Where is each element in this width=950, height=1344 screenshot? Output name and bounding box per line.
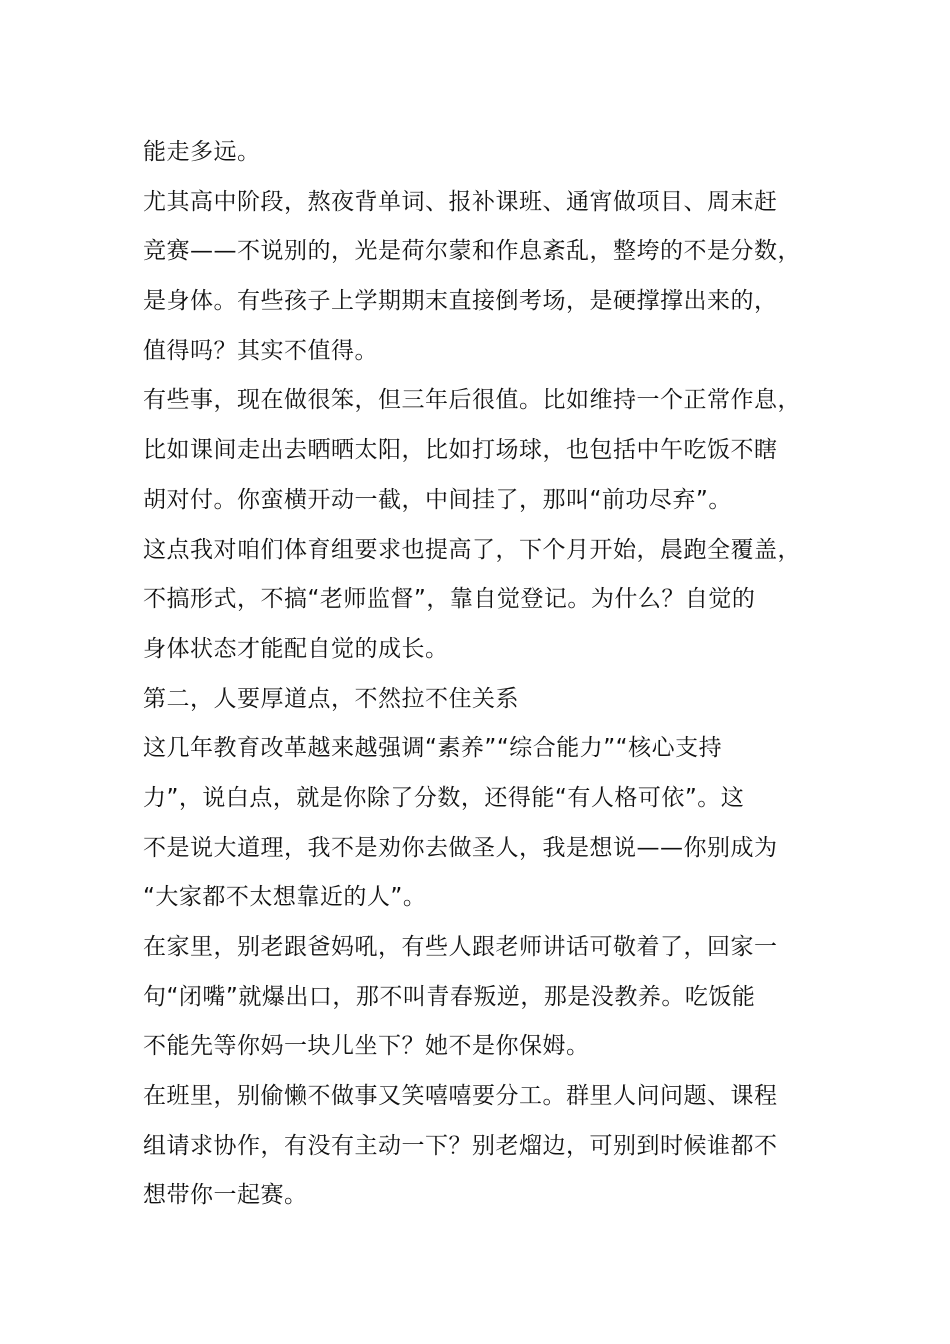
text-line: 比如课间走出去晒晒太阳，比如打场球，也包括中午吃饭不瞎	[143, 437, 778, 464]
text-line: 句“闭嘴”就爆出口，那不叫青春叛逆，那是没教养。吃饭能	[143, 983, 756, 1010]
text-line: 值得吗？其实不值得。	[143, 337, 378, 364]
text-line: 身体状态才能配自觉的成长。	[143, 635, 449, 662]
text-line: 这点我对咱们体育组要求也提高了，下个月开始，晨跑全覆盖，	[143, 536, 801, 563]
text-line: 有些事，现在做很笨，但三年后很值。比如维持一个正常作息，	[143, 387, 801, 414]
text-line: 不搞形式，不搞“老师监督”，靠自觉登记。为什么？自觉的	[143, 586, 756, 613]
text-line: 组请求协作，有没有主动一下？别老熘边，可别到时候谁都不	[143, 1132, 778, 1159]
text-line: 是身体。有些孩子上学期期末直接倒考场，是硬撑撑出来的，	[143, 288, 778, 315]
text-line: 能走多远。	[143, 139, 261, 165]
text-line: 胡对付。你蛮横开动一截，中间挂了，那叫“前功尽弃”。	[143, 486, 732, 513]
text-line: 不能先等你妈一块儿坐下？她不是你保姆。	[143, 1033, 590, 1060]
text-line: “大家都不太想靠近的人”。	[143, 884, 427, 911]
section-heading: 第二，人要厚道点，不然拉不住关系	[143, 685, 519, 712]
text-line: 力”，说白点，就是你除了分数，还得能“有人格可依”。这	[143, 784, 745, 811]
text-line: 在家里，别老跟爸妈吼，有些人跟老师讲话可敬着了，回家一	[143, 934, 778, 960]
text-line: 不是说大道理，我不是劝你去做圣人，我是想说——你别成为	[143, 834, 778, 861]
document-body	[143, 128, 833, 1221]
text-line: 在班里，别偷懒不做事又笑嘻嘻要分工。群里人问问题、课程	[143, 1083, 778, 1110]
text-line: 竞赛——不说别的，光是荷尔蒙和作息紊乱，整垮的不是分数，	[143, 238, 801, 265]
text-line: 尤其高中阶段，熬夜背单词、报补课班、通宵做项目、周末赶	[143, 188, 778, 215]
text-line: 想带你一起赛。	[143, 1182, 308, 1209]
text-line: 这几年教育改革越来越强调“素养”“综合能力”“核心支持	[143, 735, 723, 762]
